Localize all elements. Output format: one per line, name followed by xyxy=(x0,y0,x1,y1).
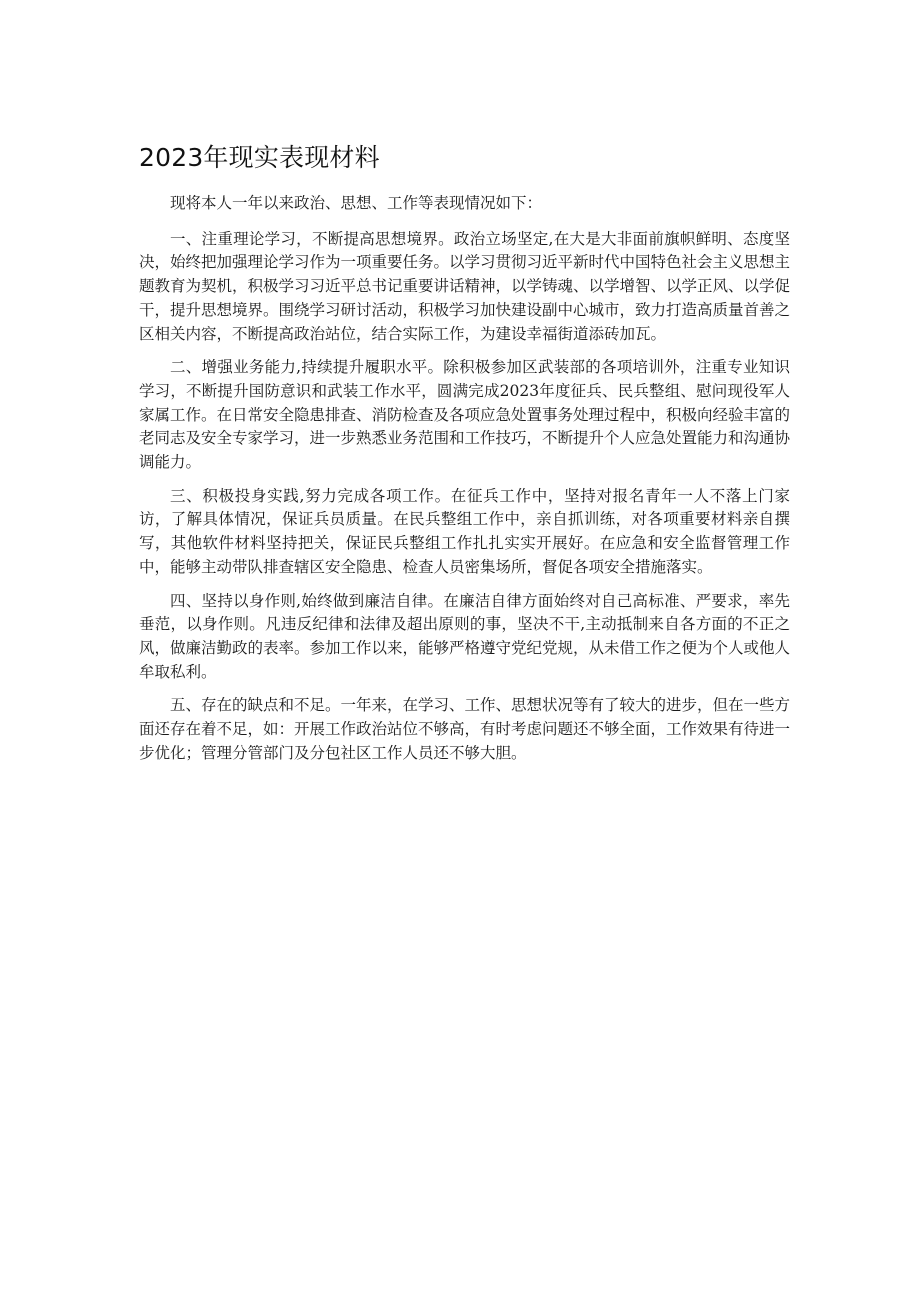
section-1-paragraph: 一、注重理论学习，不断提高思想境界。政治立场坚定,在大是大非面前旗帜鲜明、态度坚决，始终把加强理论学习作为一项重要任务。以学习贯彻习近平新时代中国特色社会主义思想主题教育为契机，积极学习习近平总书记重要讲话精神，以学铸魂、以学增智、以学正风、以学促干，提升思想境界。围绕学习研讨活动，积极学习加快建设副中心城市，致力打造高质量首善之区相关内容，不断提高政治站位，结合实际工作，为建设幸福街道添砖加瓦。 xyxy=(139,229,791,343)
section-3-paragraph: 三、积极投身实践,努力完成各项工作。在征兵工作中，坚持对报名青年一人不落上门家访，了解具体情况，保证兵员质量。在民兵整组工作中，亲自抓训练，对各项重要材料亲自撰写，其他软件材料坚持把关，保证民兵整组工作扎扎实实开展好。在应急和安全监督管理工作中，能够主动带队排查辖区安全隐患、检查人员密集场所，督促各项安全措施落实。 xyxy=(139,486,790,576)
intro-paragraph: 现将本人一年以来政治、思想、工作等表现情况如下： xyxy=(170,194,543,212)
section-4-paragraph: 四、坚持以身作则,始终做到廉洁自律。在廉洁自律方面始终对自己高标准、严要求，率先垂范，以身作则。凡违反纪律和法律及超出原则的事，坚决不干,主动抵制来自各方面的不正之风，做廉洁勤政的表率。参加工作以来，能够严格遵守党纪党规，从未借工作之便为个人或他人牟取私利。 xyxy=(139,591,791,681)
document-page xyxy=(139,140,790,775)
document-title: 2023年现实表现材料 xyxy=(139,143,380,172)
section-2-paragraph: 二、增强业务能力,持续提升履职水平。除积极参加区武装部的各项培训外，注重专业知识学习，不断提升国防意识和武装工作水平，圆满完成2023年度征兵、民兵整组、慰问现役军人家属工作。在日常安全隐患排查、消防检查及各项应急处置事务处理过程中，积极向经验丰富的老同志及安全专家学习，进一步熟悉业务范围和工作技巧，不断提升个人应急处置能力和沟通协调能力。 xyxy=(139,358,791,472)
section-5-paragraph: 五、存在的缺点和不足。一年来，在学习、工作、思想状况等有了较大的进步，但在一些方面还存在着不足，如：开展工作政治站位不够高，有时考虑问题还不够全面，工作效果有待进一步优化；管理分管部门及分包社区工作人员还不够大胆。 xyxy=(139,696,791,762)
